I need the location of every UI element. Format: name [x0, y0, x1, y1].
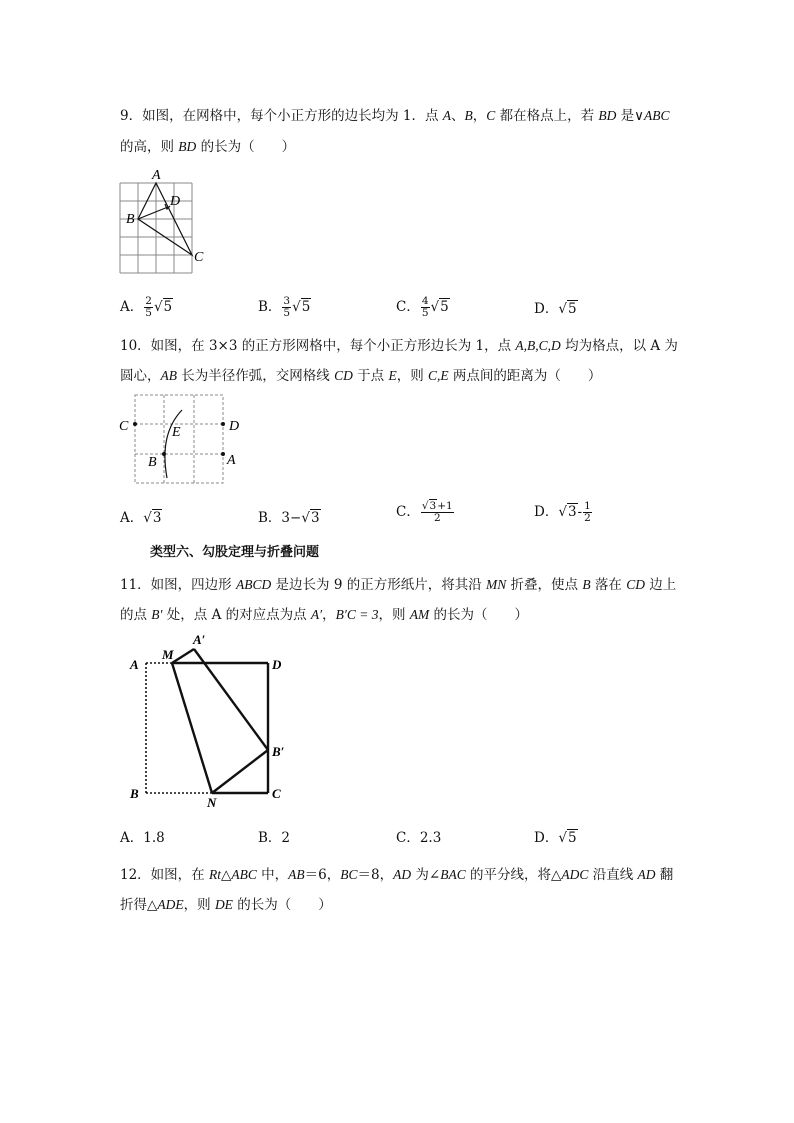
q10-label-A: A: [227, 453, 236, 468]
q11-label-A: A: [130, 657, 139, 672]
q9-label-A: A: [152, 168, 161, 183]
q10-label-D: D: [229, 419, 240, 434]
q9-option-c[interactable]: C． $\frac{4}{5}$ √5: [396, 294, 449, 319]
q9-figure: [110, 165, 220, 277]
q9-option-d[interactable]: D．√5: [534, 301, 577, 317]
q11-label-C: C: [272, 786, 281, 801]
q10-option-b[interactable]: B．3−√3: [258, 510, 320, 526]
q9-line2: 的高，则 BD 的长为（ ）: [120, 139, 296, 155]
q9-label-C: C: [194, 250, 204, 265]
section-heading: 类型六、勾股定理与折叠问题: [150, 545, 320, 560]
q11-option-c[interactable]: C．2.3: [396, 830, 442, 846]
q11-line2: 的点 B′ 处，点 A 的对应点为点 A′，B′C = 3，则 AM 的长为（ ）: [120, 607, 529, 623]
q12-line1: 12．如图，在 Rt△ABC 中，AB＝6，BC＝8，AD 为∠BAC 的平分线，将△ADC 沿直线 AD 翻: [120, 867, 674, 883]
q9-label-B: B: [126, 212, 135, 227]
q10-line2: 圆心，AB 长为半径作弧，交网格线 CD 于点 E，则 C,E 两点间的距离为（ ）: [120, 368, 602, 384]
q10-label-B: B: [148, 455, 157, 470]
q9-line1: 9．如图，在网格中，每个小正方形的边长均为 1．点 A、B，C 都在格点上，若 BD 是∨ABC: [120, 108, 670, 124]
q11-label-Bp: B′: [272, 744, 285, 759]
q9-option-b[interactable]: B． $\frac{3}{5}$ √5: [258, 294, 311, 319]
q11-label-B: B: [130, 786, 139, 801]
q10-option-c[interactable]: C． $\frac{√3+1}{2}$: [396, 499, 453, 524]
q10-line1: 10．如图，在 3×3 的正方形网格中，每个小正方形边长为 1，点 A,B,C,D 均为格点，以 A 为: [120, 338, 678, 354]
q9-label-D: D: [170, 194, 181, 209]
q12-line2: 折得△ADE，则 DE 的长为（ ）: [120, 897, 332, 913]
q10-label-C: C: [119, 419, 129, 434]
q11-option-a[interactable]: A．1.8: [120, 830, 165, 846]
q11-label-M: M: [162, 647, 174, 662]
q11-line1: 11．如图，四边形 ABCD 是边长为 9 的正方形纸片，将其沿 MN 折叠，使点 B 落在 CD 边上: [120, 577, 677, 593]
q10-figure: [110, 390, 250, 490]
q11-option-d[interactable]: D．√5: [534, 830, 577, 846]
q11-label-Ap: A′: [193, 632, 206, 647]
q11-label-N: N: [207, 795, 217, 810]
q11-label-D: D: [272, 657, 282, 672]
q11-option-b[interactable]: B．2: [258, 830, 291, 846]
q10-option-d[interactable]: D．√3- $\frac{1}{2}$: [534, 499, 591, 524]
q10-label-E: E: [172, 425, 181, 440]
q10-option-a[interactable]: A．√3: [120, 510, 162, 526]
q9-option-a[interactable]: A． $\frac{2}{5}$ √5: [120, 294, 173, 319]
q11-figure: [120, 625, 300, 810]
